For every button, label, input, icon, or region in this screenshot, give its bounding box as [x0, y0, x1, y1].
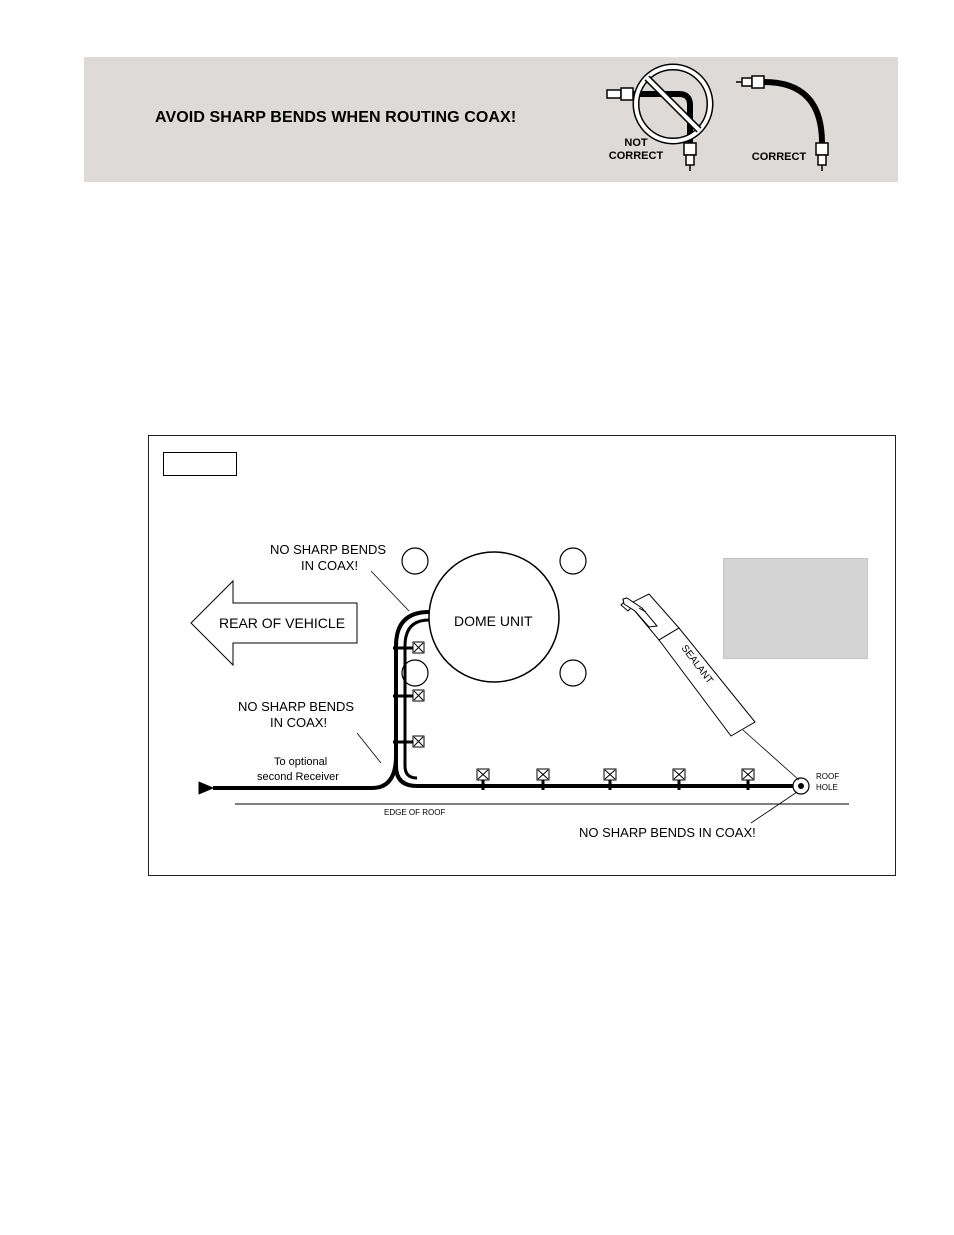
rear-of-vehicle-label: REAR OF VEHICLE	[219, 615, 346, 631]
banner-title: AVOID SHARP BENDS WHEN ROUTING COAX!	[155, 109, 517, 126]
callout-left-line1: NO SHARP BENDS	[238, 699, 355, 714]
dome-unit-label: DOME UNIT	[454, 613, 533, 629]
not-correct-label: NOT CORRECT	[608, 137, 664, 162]
warning-banner	[84, 57, 898, 182]
callout-bottom-leader	[751, 792, 797, 823]
optional-receiver-line1: To optional	[274, 756, 328, 768]
dome-unit	[402, 548, 586, 686]
prohibition-icon	[636, 67, 710, 141]
edge-of-roof-label: EDGE OF ROOF	[384, 808, 446, 817]
coax-routing-diagram	[148, 435, 896, 876]
roof-hole	[793, 772, 839, 794]
callout-top-line2: IN COAX!	[301, 558, 359, 573]
callout-top-leader	[371, 571, 409, 611]
correct-label: CORRECT	[751, 151, 807, 163]
callout-bottom: NO SHARP BENDS IN COAX!	[579, 825, 756, 840]
callout-top-line1: NO SHARP BENDS	[270, 542, 387, 557]
optional-receiver-line2: second Receiver	[257, 771, 339, 783]
roof-hole-label-2: HOLE	[816, 783, 838, 792]
routing-drawing	[149, 436, 895, 875]
callout-left-leader	[357, 733, 381, 763]
sealant-label: SEALANT	[678, 643, 715, 687]
callout-left-line2: IN COAX!	[270, 715, 328, 730]
sealant-gun-icon	[621, 594, 799, 780]
roof-hole-label-1: ROOF	[816, 772, 840, 781]
